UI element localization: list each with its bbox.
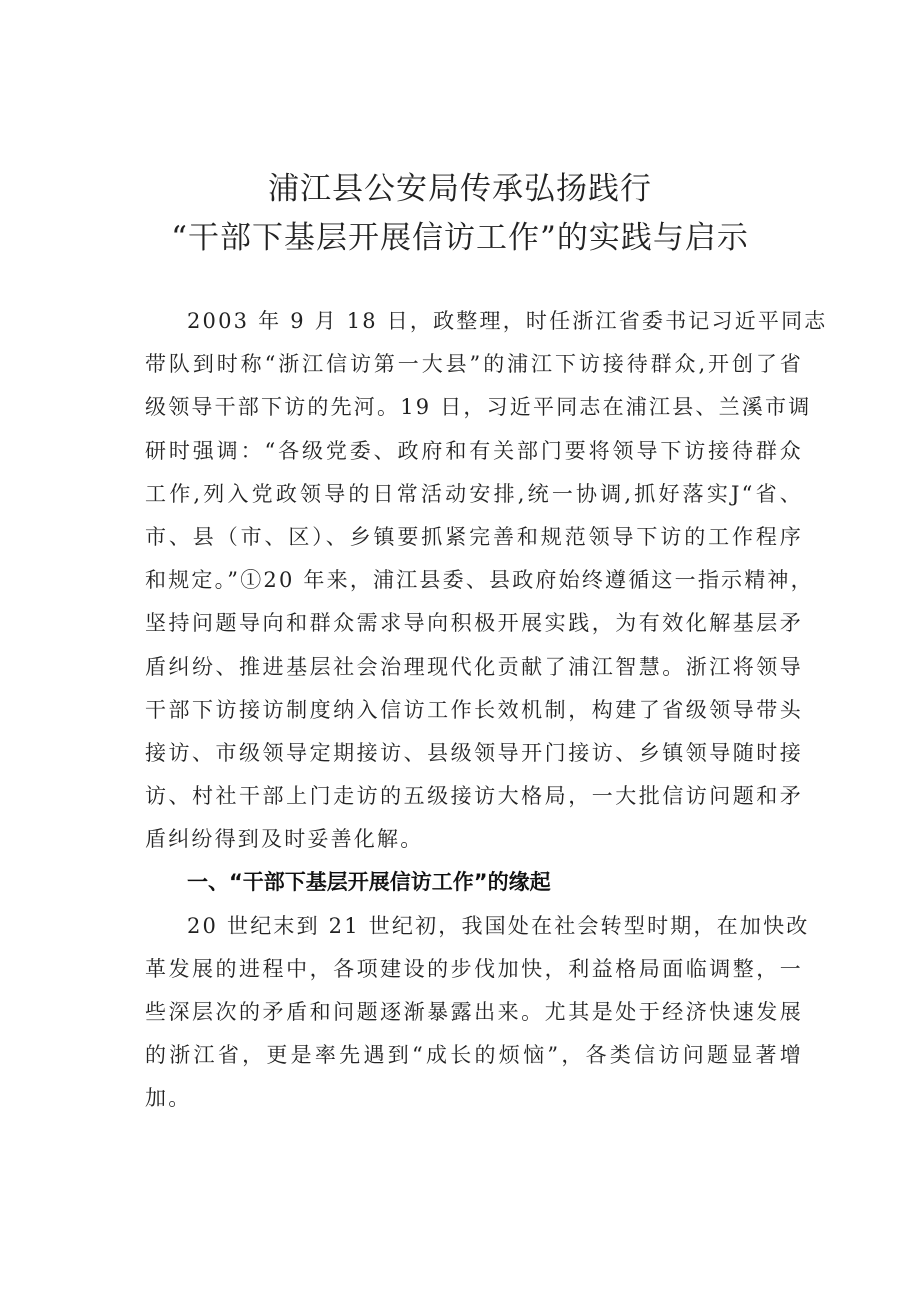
- title-line-1: 浦江县公安局传承弘扬践行: [268, 171, 652, 207]
- title-line-2: “干部下基层开展信访工作”的实践与启示: [171, 220, 749, 256]
- paragraph-line: 盾纠纷得到及时妥善化解。: [145, 827, 424, 852]
- paragraph-line: 和规定。”①20 年来，浦江县委、县政府始终遵循这一指示精神，: [145, 568, 814, 593]
- paragraph-line: 市、县（市、区）、乡镇要抓紧完善和规范领导下访的工作程序: [145, 524, 803, 549]
- paragraph-line: 带队到时称“浙江信访第一大县”的浦江下访接待群众,开创了省: [145, 352, 803, 377]
- paragraph-line: 革发展的进程中，各项建设的步伐加快，利益格局面临调整，一: [145, 956, 803, 981]
- paragraph-line: 盾纠纷、推进基层社会治理现代化贡献了浦江智慧。浙江将领导: [145, 654, 803, 679]
- paragraph-line: 级领导干部下访的先河。19 日，习近平同志在浦江县、兰溪市调: [145, 395, 812, 420]
- paragraph-line: 干部下访接访制度纳入信访工作长效机制，构建了省级领导带头: [145, 697, 803, 722]
- paragraph-line: 20 世纪末到 21 世纪初，我国处在社会转型时期，在加快改: [187, 913, 810, 938]
- section-heading: 一、“干部下基层开展信访工作”的缘起: [187, 870, 551, 895]
- paragraph-line: 些深层次的矛盾和问题逐渐暴露出来。尤其是处于经济快速发展: [145, 1000, 803, 1024]
- document-body: [145, 300, 828, 1121]
- paragraph-line: 坚持问题导向和群众需求导向积极开展实践，为有效化解基层矛: [145, 611, 803, 636]
- paragraph-line: 加。: [145, 1086, 192, 1111]
- paragraph-line: 访、村社干部上门走访的五级接访大格局，一大批信访问题和矛: [145, 784, 803, 809]
- paragraph-line: 工作,列入党政领导的日常活动安排,统一协调,抓好落实J“省、: [145, 481, 803, 506]
- paragraph-line: 的浙江省，更是率先遇到“成长的烦恼”，各类信访问题显著增: [145, 1043, 803, 1068]
- paragraph-line: 接访、市级领导定期接访、县级领导开门接访、乡镇领导随时接: [145, 740, 803, 765]
- paragraph-line: 研时强调：“各级党委、政府和有关部门要将领导下访接待群众: [145, 438, 803, 463]
- paragraph-line: 2003 年 9 月 18 日，政整理，时任浙江省委书记习近平同志: [187, 309, 828, 333]
